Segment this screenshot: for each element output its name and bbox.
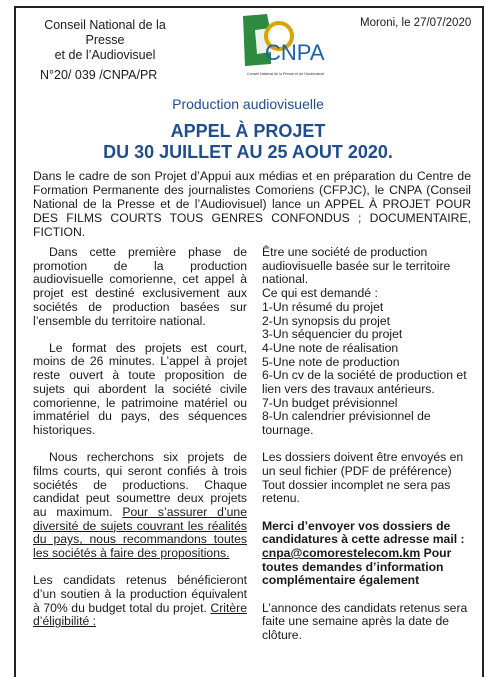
organization-name	[30, 18, 180, 63]
contact-block	[262, 520, 472, 589]
requested-item: 6-Un cv de la société de production et lien vers des travaux antérieurs.	[262, 368, 467, 397]
requested-item: 8-Un calendrier prévisionnel de tournage.	[262, 409, 431, 438]
eligibility-heading: Critère d’éligibilité :	[33, 600, 247, 629]
send-instruction: Merci d’envoyer vos dossiers de candidatures à cette adresse mail :	[262, 518, 465, 547]
projects-recommendation: Pour s’assurer d’une diversité de sujets couvrant les réalités du pays, nous recommandons toutes les sociétés à faire des propositions.	[33, 504, 247, 561]
logo-text: CNPA	[265, 40, 325, 65]
cnpa-logo	[241, 12, 337, 80]
support-text: Les candidats retenus bénéficieront d’un soutien à la production équivalent à 70% du budget total du projet.	[33, 573, 247, 615]
paragraph-projects	[33, 451, 247, 561]
title-line1: APPEL À PROJET	[170, 121, 326, 141]
requested-list	[262, 301, 472, 438]
paragraph-format: Le format des projets est court, moins de 26 minutes. L’appel à projet reste ouvert à toute proposition de sujets qui abordent la société civile comorienne, le patrimoine matériel ou immatériel du pays, des séquences historiques.	[33, 340, 247, 437]
organization-name-line1: Conseil National de la Presse	[44, 18, 166, 47]
requested-item: 2-Un synopsis du projet	[262, 313, 391, 328]
document-subtitle: Production audiovisuelle	[172, 96, 324, 112]
contact-email[interactable]: cnpa@comorestelecom.km	[262, 546, 421, 561]
info-instruction: Pour toutes demandes d’information complémentaire également	[262, 546, 452, 588]
paragraph-support	[33, 574, 247, 629]
document-title	[0, 121, 496, 163]
requested-item: 5-Une note de production	[262, 354, 400, 369]
projects-text: Nous recherchons six projets de films courts, qui seront confiés à trois sociétés de productions. Chaque candidat peut soumettre deux projets au maximum.	[33, 450, 247, 519]
logo-tagline: Conseil National de la Presse et de l’Audiovisuel	[247, 72, 325, 76]
paragraph-scope: Dans cette première phase de promotion de la production audiovisuelle comorienne, cet appel à projet est destiné exclusivement aux sociétés de production basées sur l’ensemble du territoire national.	[33, 245, 247, 328]
eligibility-text: Être une société de production audiovisuelle basée sur le territoire national.	[262, 245, 451, 287]
requested-heading: Ce qui est demandé :	[262, 286, 378, 301]
requested-item: 7-Un budget prévisionnel	[262, 395, 398, 410]
intro-paragraph: Dans le cadre de son Projet d’Appui aux médias et en préparation du Centre de Formation Permanente des journalistes Comoriens (CFPJC), le CNPA (Conseil National de la Presse et de l’Audiovisuel) lance un APPEL À PROJET POUR DES FILMS COURTS TOUS GENRES CONFONDUS ; DOCUMENTAIRE, FICTION.	[33, 169, 471, 239]
title-line2: DU 30 JUILLET AU 25 AOUT 2020.	[103, 142, 393, 162]
left-column	[33, 246, 247, 643]
right-column	[262, 246, 472, 656]
reference-number: N°20/ 039 /CNPA/PR	[40, 68, 158, 82]
organization-name-line2: et de l’Audiovisuel	[54, 48, 156, 62]
requested-item: 4-Une note de réalisation	[262, 340, 399, 355]
requested-item: 3-Un séquencier du projet	[262, 327, 403, 342]
document-date: Moroni, le 27/07/2020	[360, 17, 472, 29]
requested-item: 1-Un résumé du projet	[262, 299, 384, 314]
announcement-note: L’annonce des candidats retenus sera faite une semaine après la date de clôture.	[262, 600, 468, 643]
files-note: Les dossiers doivent être envoyés en un seul fichier (PDF de préférence) Tout dossier incomplet ne sera pas retenu.	[262, 450, 464, 506]
